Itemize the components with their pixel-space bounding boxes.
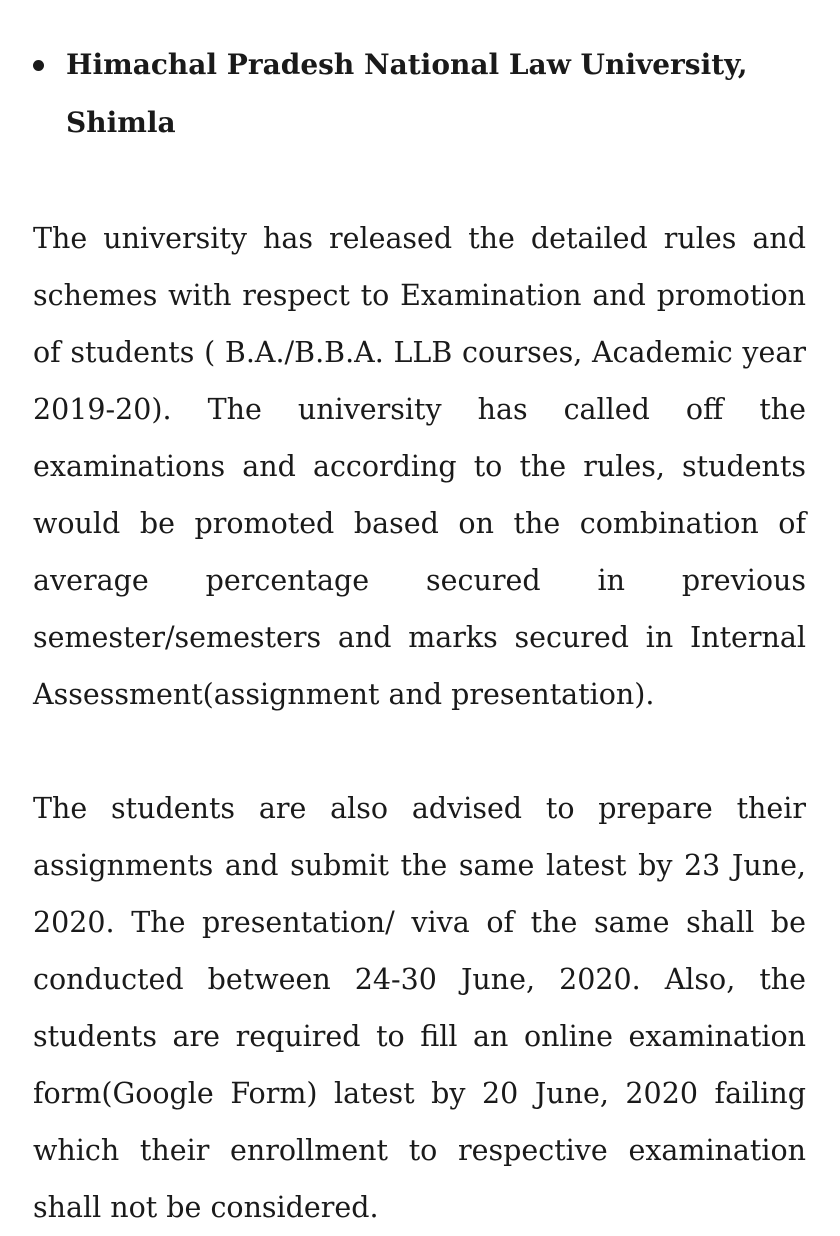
- assignment-deadline-paragraph: The students are also advised to prepare their assignments and submit the same latest by 23 June, 2020. The presentation/ viva of the same shall be conducted between 24-30 June, 2020. Also, the students are required to fill an online examination form(Google Form) latest by 20 June, 2020 failing which their enrollment to respective examination shall not be considered.: [33, 792, 806, 1224]
- university-heading-text: Himachal Pradesh National Law University, Shimla: [66, 48, 748, 139]
- exam-rules-paragraph: The university has released the detailed rules and schemes with respect to Examination and promotion of students ( B.A./B.B.A. LLB courses, Academic year 2019-20). The university has called off the examinations and according to the rules, students would be promoted based on the combination of average percentage secured in previous semester/semesters and marks secured in Internal Assessment(assignment and presentation).: [33, 222, 806, 711]
- university-heading: [33, 36, 806, 152]
- bullet-icon: [33, 60, 44, 71]
- article-body: [33, 36, 806, 1236]
- heading-list: [33, 36, 806, 152]
